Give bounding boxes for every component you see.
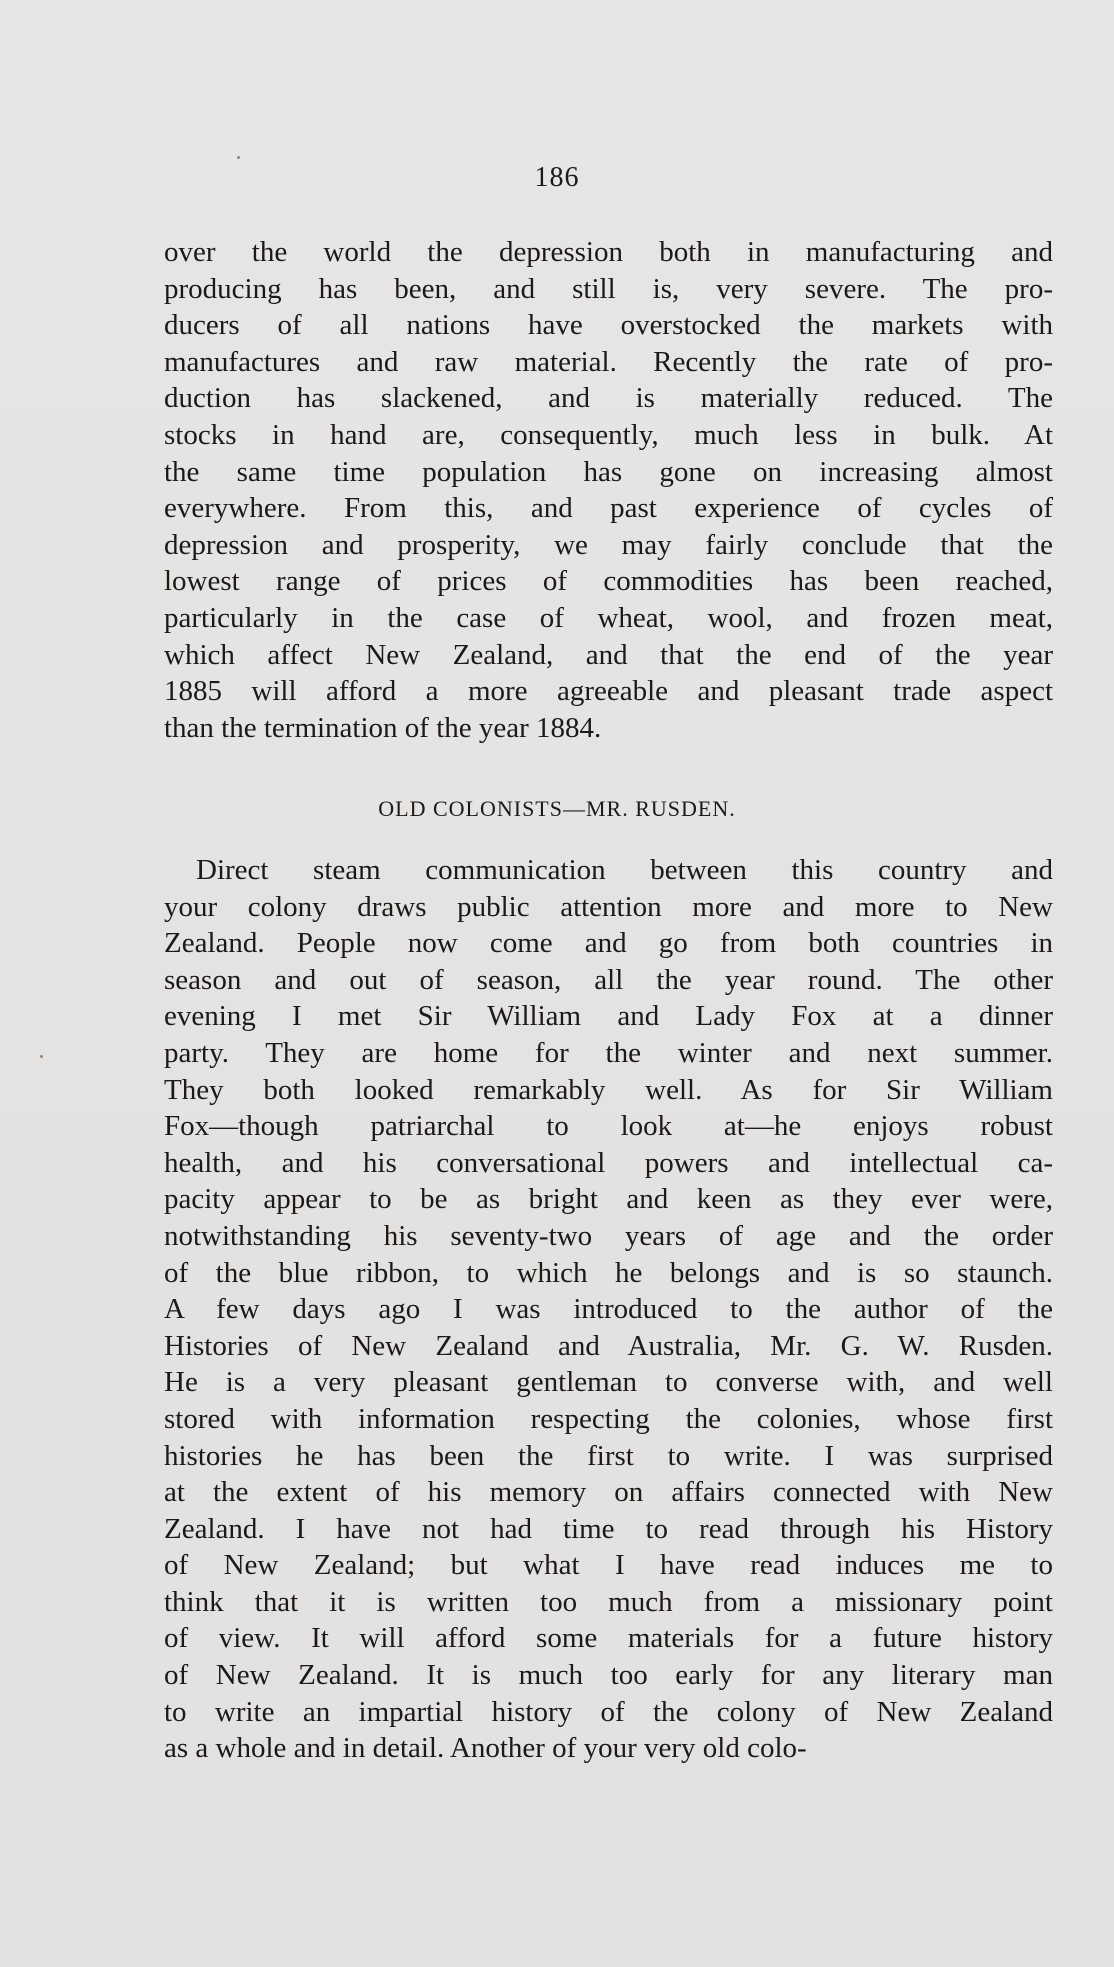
text-line: lowest range of prices of commodities has been reached, — [164, 565, 1053, 598]
text-line: manufactures and raw material. Recently the rate of pro- — [164, 345, 1053, 378]
text-line: particularly in the case of wheat, wool, and frozen meat, — [164, 601, 1053, 634]
paper-speck — [237, 156, 240, 159]
text-line: He is a very pleasant gentleman to converse with, and well — [164, 1366, 1053, 1399]
text-line: depression and prosperity, we may fairly conclude that the — [164, 528, 1053, 561]
text-line: Fox—though patriarchal to look at—he enjoys robust — [164, 1110, 1053, 1143]
text-line: of view. It will afford some materials for a future history — [164, 1622, 1053, 1655]
text-line: ducers of all nations have overstocked the markets with — [164, 309, 1053, 342]
text-line: pacity appear to be as bright and keen as they ever were, — [164, 1183, 1053, 1216]
text-line: season and out of season, all the year round. The other — [164, 963, 1053, 996]
paragraph-1 — [164, 234, 1053, 746]
text-line: everywhere. From this, and past experience of cycles of — [164, 492, 1053, 525]
text-line: 1885 will afford a more agreeable and pleasant trade aspect — [164, 675, 1053, 708]
text-line: duction has slackened, and is materially reduced. The — [164, 382, 1053, 415]
section-heading: OLD COLONISTS—MR. RUSDEN. — [378, 796, 736, 821]
paragraph-2 — [164, 852, 1053, 1767]
text-line: Zealand. People now come and go from both countries in — [164, 927, 1053, 960]
text-line: health, and his conversational powers and intellectual ca- — [164, 1146, 1053, 1179]
text-line: think that it is written too much from a missionary point — [164, 1585, 1053, 1618]
text-line: of New Zealand; but what I have read induces me to — [164, 1549, 1053, 1582]
text-line: which affect New Zealand, and that the end of the year — [164, 638, 1053, 671]
text-line: notwithstanding his seventy-two years of age and the order — [164, 1219, 1053, 1252]
text-line: producing has been, and still is, very severe. The pro- — [164, 272, 1053, 305]
paper-speck — [40, 1055, 43, 1058]
text-line: Zealand. I have not had time to read through his History — [164, 1512, 1053, 1545]
text-line: stored with information respecting the colonies, whose first — [164, 1402, 1053, 1435]
page-number: 186 — [534, 162, 580, 193]
text-line: They both looked remarkably well. As for Sir William — [164, 1073, 1053, 1106]
text-line: party. They are home for the winter and next summer. — [164, 1036, 1053, 1069]
text-line: histories he has been the first to write. I was surprised — [164, 1439, 1053, 1472]
text-line: the same time population has gone on increasing almost — [164, 455, 1053, 488]
text-line: than the termination of the year 1884. — [164, 711, 602, 744]
text-line: A few days ago I was introduced to the author of the — [164, 1293, 1053, 1326]
text-line: over the world the depression both in manufacturing and — [164, 236, 1053, 268]
text-line: of New Zealand. It is much too early for any literary man — [164, 1659, 1053, 1692]
text-line: as a whole and in detail. Another of your very old colo- — [164, 1732, 807, 1765]
text-line: your colony draws public attention more and more to New — [164, 890, 1053, 923]
text-line: at the extent of his memory on affairs connected with New — [164, 1476, 1053, 1509]
text-line: of the blue ribbon, to which he belongs and is so staunch. — [164, 1256, 1053, 1289]
text-line: to write an impartial history of the colony of New Zealand — [164, 1695, 1053, 1728]
text-line: Direct steam communication between this country and — [196, 854, 1053, 886]
text-line: stocks in hand are, consequently, much less in bulk. At — [164, 418, 1053, 451]
text-line: evening I met Sir William and Lady Fox at a dinner — [164, 1000, 1053, 1033]
text-line: Histories of New Zealand and Australia, Mr. G. W. Rusden. — [164, 1329, 1053, 1362]
